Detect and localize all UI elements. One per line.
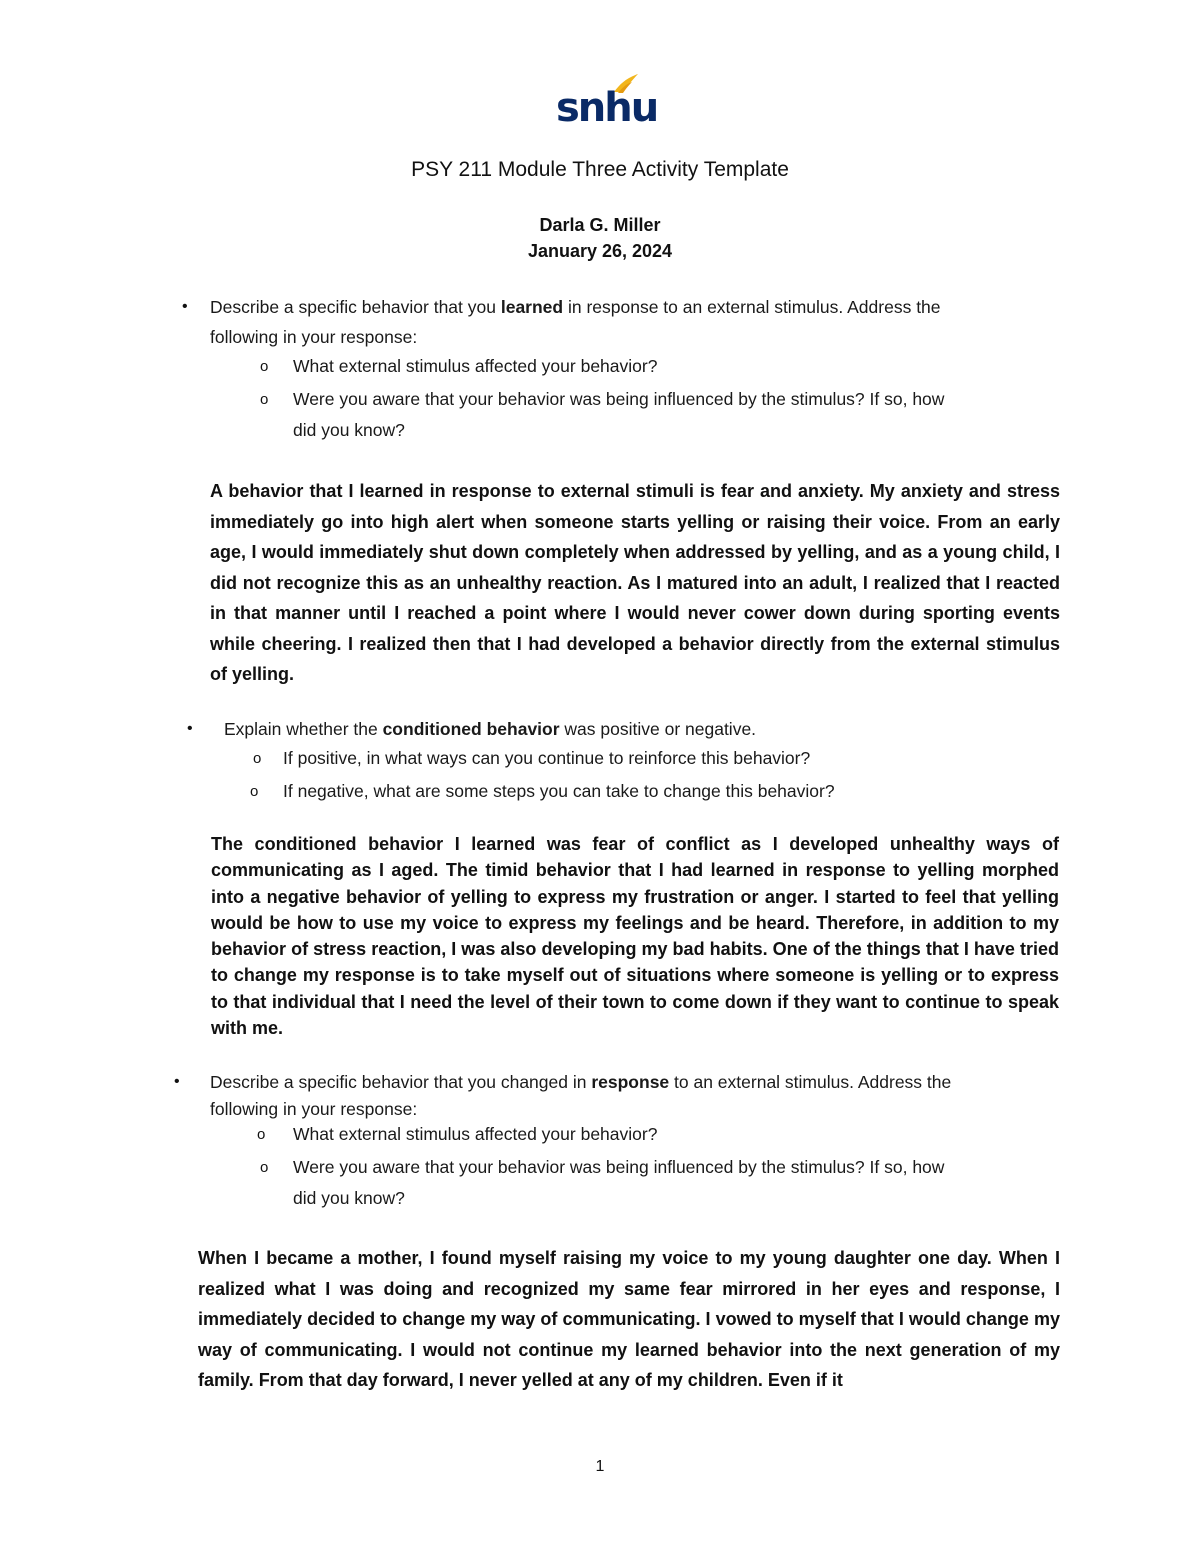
section2-answer: The conditioned behavior I learned was fear of conflict as I developed unhealthy ways of communicating as I aged. The timid behavior that I had learned in response to yelling morphed into a negative behavior of yelling to express my frustration or anger. I started to feel that yelling would be how to use my voice to express my feelings and be heard. Therefore, in addition to my behavior of stress reaction, I was also developing my bad habits. One of the things that I have tried to change my response is to take myself out of situations where someone is yelling or to express to that individual that I need the level of their town to come down if they want to continue to speak with me. [211,834,1059,1039]
section3-sub2: Were you aware that your behavior was being influenced by the stimulus? If so, how [293,1157,945,1177]
section1-sub1: What external stimulus affected your behavior? [293,356,658,376]
prompt-text: to an external stimulus. Address the [669,1072,952,1092]
section1-answer: A behavior that I learned in response to external stimuli is fear and anxiety. My anxiety and stress immediately go into high alert when someone starts yelling or raising their voice. From an early age, I would immediately shut down completely when addressed by yelling, and as a young child, I did not recognize this as an unhealthy reaction. As I matured into an adult, I realized that I reacted in that manner until I reached a point where I would never cower down during sporting events while cheering. I realized then that I had developed a behavior directly from the external stimulus of yelling. [210,481,1060,684]
sub-bullet-marker: o [250,783,259,800]
prompt-text: was positive or negative. [559,719,757,739]
section1-prompt [210,292,1090,322]
prompt-bold-text: response [591,1072,670,1092]
document-date: January 26, 2024 [527,241,673,261]
section3-answer: When I became a mother, I found myself raising my voice to my young daughter one day. When I realized what I was doing and recognized my same fear mirrored in her eyes and response, I immediately decided to change my way of communicating. I vowed to myself that I would change my way of communicating. I would not continue my learned behavior into the next generation of my family. From that day forward, I never yelled at any of my children. Even if it [198,1248,1060,1390]
section1-sub2-line2: did you know? [293,420,405,440]
prompt-text: Describe a specific behavior that you [210,297,501,317]
section1-prompt-line2: following in your response: [210,327,418,347]
prompt-bold-text: learned [500,297,564,317]
prompt-text: in response to an external stimulus. Address the [563,297,941,317]
section2-sub2: If negative, what are some steps you can take to change this behavior? [283,781,835,801]
author-name: Darla G. Miller [539,215,661,235]
logo-wordmark: snhu [556,85,658,131]
sub-bullet-marker: o [260,1159,269,1176]
section3-prompt [210,1067,1090,1097]
prompt-text: Explain whether the [224,719,383,739]
section1-sub2: Were you aware that your behavior was being influenced by the stimulus? If so, how [293,389,945,409]
sub-bullet-marker: o [260,391,269,408]
section2-prompt [224,714,1084,744]
prompt-text: Describe a specific behavior that you changed in [210,1072,592,1092]
section3-sub1: What external stimulus affected your behavior? [293,1124,658,1144]
prompt-bold-text: conditioned behavior [382,719,560,739]
bullet-marker: • [182,298,188,315]
sub-bullet-marker: o [260,358,269,375]
document-title: PSY 211 Module Three Activity Template [411,158,789,181]
snhu-logo [552,72,658,134]
section2-sub1: If positive, in what ways can you continue to reinforce this behavior? [283,748,811,768]
sub-bullet-marker: o [253,750,262,767]
bullet-marker: • [174,1073,180,1090]
section3-sub2-line2: did you know? [293,1188,405,1208]
bullet-marker: • [187,720,193,737]
section3-prompt-line2: following in your response: [210,1099,418,1119]
sub-bullet-marker: o [257,1126,266,1143]
page-number: 1 [595,1458,605,1475]
